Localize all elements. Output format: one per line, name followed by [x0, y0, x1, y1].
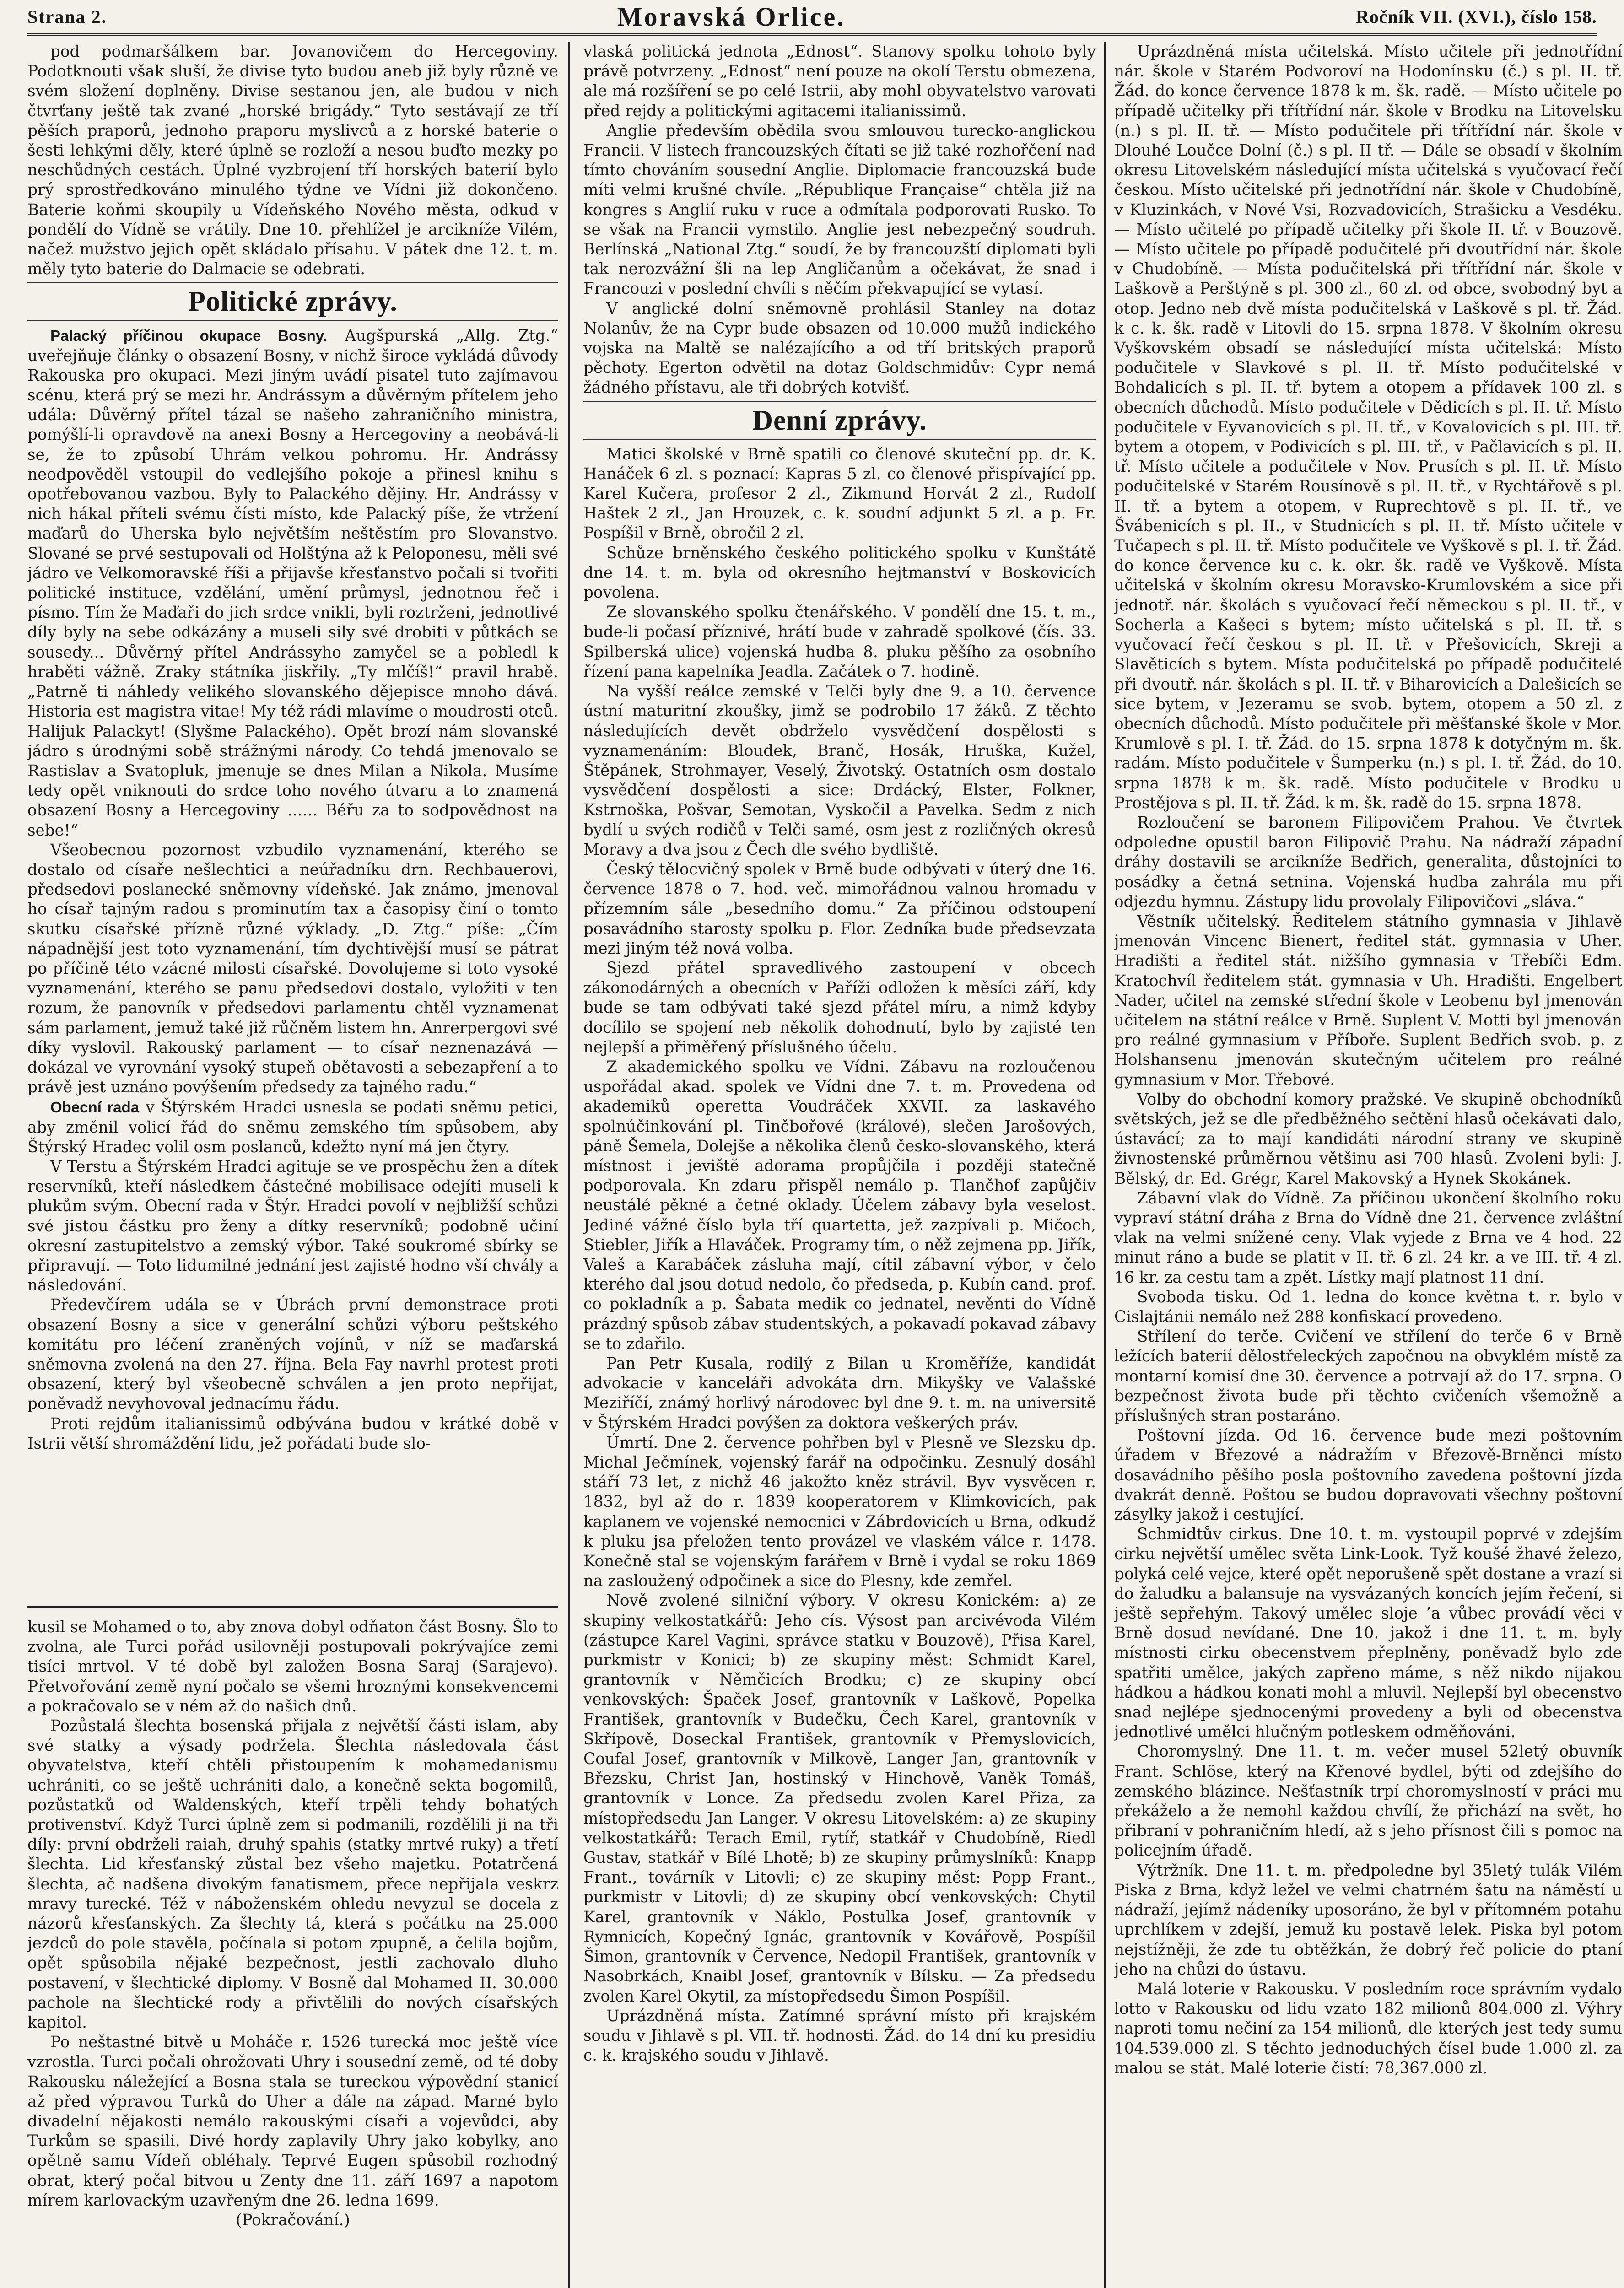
- article-paragraph: pod podmaršálkem bar. Jovanovičem do Hercegoviny. Podotknouti však sluší, že divise tyto budou aneb již byly různě ve svém složení doplněny. Divise sestanou jen, ale budou v nich čtvrťany ještě tak zvané „horské brigády.“ Tyto sestávají ze tří pěších praporů, jednoho praporu myslivců a z horské baterie o šesti lehkými děly, které úplně se rozloží a nesou buďto mezky po neschůdných cestách. Úplné vyzbrojení tří horských baterií bylo prý sprostředkováno minulého týdne ve Vídni již dokončeno. Baterie koňmi skoupily u Vídeňského Nového města, odkud v pondělí do Vídně se vrátily. Dne 10. přehlížel je arcikníže Vilém, načež mužstvo jejich opět skládalo přísahu. V pátek dne 12. t. m. měly tyto baterie do Dalmacie se odebrati.: [27, 43, 558, 279]
- column-divider: [568, 42, 570, 2288]
- news-item: Ze slovanského spolku čtenářského. V pondělí dne 15. t. m., bude-li počasí příznivé, hrátí bude v zahradě spolkové (čís. 33. Spilberská ulice) vojenská hudba 8. pluku pěšího za osobního řízení pana kapelníka Jeadla. Začátek o 7. hodině.: [583, 603, 1096, 681]
- continuation-note: (Pokračování.): [236, 2211, 350, 2230]
- news-item: Z akademického spolku ve Vídni. Zábavu na rozloučenou uspořádal akad. spolek ve Vídni dne 7. t. m. Provedena od akademiků operetta Voudráček XXVII. za laskavého spolnúčinkování pl. Tinčbořové (králové), slečen Jarošových, páně Šemela, Dolejše a několika členů česko-slovanského, která místnost i jevištĕ adorama propůjčila i později statečně podporovala. Kn zdaru přispěl nemálo p. Tlančhof zapůjčiv neustálé pěkné a četné oklady. Účelem zábavy byla veselost. Jediné vážné číslo byla tří quartetta, jež zazpívali p. Mičoch, Stiebler, Jiřík a Hlaváček. Programy tím, o něž zejmena pp. Jiřík, Valeš a Karabáček zásluha mají, cítil zábavní výbor, v čelo kterého dal jsou dotud nedolo, čo předseda, p. Kubín cand. prof. co pokladník a p. Šabata medik co jednatel, nevěnti do Vídně prázdný spůsob zábav studentských, a pokavadí pokavad zábavy se to zdařilo.: [583, 1058, 1096, 1353]
- issue-info: Ročník VII. (XVI.), číslo 158.: [1355, 6, 1597, 27]
- news-item: Nově zvolené silniční výbory. V okresu Konickém: a) ze skupiny velkostatkářů: Jeho cís. Výsost pan arcivévoda Vilém (zástupce Karel Vagini, správce statku v Bouzově), Přisa Karel, purkmistr v Konici; b) ze skupiny měst: Schmidt Karel, grantovník v Němčicích Brodku; c) ze skupiny obcí venkovských: Špaček Josef, grantovník v Laškově, Popelka František, grantovník v Budečku, Čech Karel, grantovník v Skřípově, Doseckal František, grantovník v Přemyslovicích, Coufal Josef, grantovník v Milkově, Langer Jan, grantovník v Březsku, Christ Jan, hostinský v Hinchově, Vaněk Tomáš, grantovník v Lonce. Za předsedu zvolen Karel Přiza, za místopředsedu Jan Langer. V okresu Litovelském: a) ze skupiny velkostatkářů: Terach Emil, rytíř, statkář v Chudobíně, Riedl Gustav, statkář v Bílé Lhotě; b) ze skupiny průmyslníků: Knapp Frant., továrník v Litovli; c) ze skupiny měst: Popp Frant., purkmistr v Litovli; d) ze skupiny obcí venkovských: Chytil Karel, grantovník v Náklo, Postulka Josef, grantovník v Rymnicích, Kopečný Ignác, grantovník v Kovářově, Pospíšil Šimon, grantovník v Července, Nedopil František, grantovník v Nasobrkách, Knaibl Josef, grantovník v Bílsku. — Za předsedu zvolen Karel Okytil, za místopředsedu Šimon Pospíšil.: [583, 1592, 1096, 2006]
- article-paragraph: Předevčírem udála se v Úbrách první demonstrace proti obsazení Bosny a sice v generální schůzi výboru peštského komitátu pro léčení zraněných vojínů, v níž se maďarská sněmovna zvolená na den 27. října. Bela Fay navrhl protest proti obsazení, který byl všeobecně schválen a jen proto nepřijat, poněvadž nevyhovoval jednacímu řádu.: [27, 1296, 558, 1414]
- news-item: Výtržník. Dne 11. t. m. předpoledne byl 35letý tulák Vilém Piska z Brna, když ležel ve velmi chatrném šatu na náměstí u nádraží, jejímž nádeníky uposoráno, že byl v přítomném potahu uprchlíkem v zdejší, jemuž ku postavě lelek. Piska byl potom nejstížněji, že zde tu obtěžkán, že dobrý řeč policie do ptaní jeho na chůzi do ústavu.: [1114, 1861, 1622, 1979]
- news-item: Pan Petr Kusala, rodilý z Bilan u Kroměříže, kandidát advokacie v kanceláři advokáta drn. Mikyšky ve Valašské Meziříčí, známý horlivý národovec byl dne 9. t. m. na universitě v Štýrském Hradci povýšen za doktora veškerých práv.: [583, 1354, 1096, 1432]
- newspaper-page: [9, 0, 1622, 2288]
- news-item: Matici školské v Brně spatili co členové skuteční pp. dr. K. Hanáček 6 zl. s poznací: Kapras 5 zl. co členové přispívající pp. Karel Kučera, profesor 2 zl., Zikmund Horvát 2 zl., Rudolf Haštek 2 zl., Jan Hrouzek, c. k. soudní adjunkt 5 zl. a p. Fr. Pospíšil v Brně, obročil 2 zl.: [583, 445, 1096, 543]
- feuilleton-paragraph: Po neštastné bitvě u Moháče r. 1526 turecká moc ještě více vzrostla. Turci počali ohrožovati Uhry i sousední země, od té doby Rakousku náležející a Bosna stala se tureckou výpovědní stanicí až před výpravou Turků do Uher a dále na západ. Marné bylo divadelní nějakosti nemálo rakouskými císaři a vojevůdci, aby Turkům se spasili. Divé hordy zaplavily Uhry jako kobylky, ano opětně samu Vídeň obléhaly. Teprvé Eugen spůsobil rozhodný obrat, který počal bitvou u Zenty dne 11. září 1697 a napotom mírem karlovackým uzavřeným dne 26. ledna 1699.: [27, 2033, 558, 2210]
- section-title-politicke: Politické zprávy.: [27, 282, 558, 321]
- news-item: Malá loterie v Rakousku. V posledním roce správním vydalo lotto v Rakousku od lidu vzato 182 milionů 804.000 zl. Výhry naproti tomu nečiní za 154 milionů, dle kterých jest tedy sumu 104.539.000 zl. S těchto jednoduchých čísel bude 1.000 zl. za malou se stát. Malé loterie čistí: 78,367.000 zl.: [1114, 1980, 1622, 2078]
- news-item: Český tělocvičný spolek v Brně bude odbývati v úterý dne 16. července 1878 o 7. hod. več. mimořádnou valnou hromadu v přízemním sále „besedního domu.“ Za příčinou odstoupení posavádního starosty spolku p. Flor. Zedníka bude předsevzata mezi jiným též nová volba.: [583, 860, 1096, 958]
- news-item: Úmrtí. Dne 2. července pohřben byl v Plesně ve Slezsku dp. Michal Ječmínek, vojenský farář na odpočinku. Zesnulý dosáhl stáří 73 let, z nichž 46 jakožto kněz strávil. Byv vysvěcen r. 1832, byl až do r. 1839 kooperatorem v Klimkovicích, pak kaplanem ve vojenské nemocnici v Zábrdovicích u Brna, odkudž k pluku jsa přeložen tento provázel ve vlaském válce r. 1478. Konečně stal se vojenským farářem v Brně i vydal se roku 1869 na zasloužený odpočinek a sice do Plesny, kde zemřel.: [583, 1433, 1096, 1591]
- page-number: Strana 2.: [27, 6, 107, 27]
- news-item: Schmidtův cirkus. Dne 10. t. m. vystoupil poprvé v zdejším cirku největší umělec světa Link-Look. Tyž koušé žhavé železo, polyká celé vejce, které opět neporušeně spět dostane a vrazí si do žaludku a balansuje na vysvázaných koncích jejím řečení, si ještě sepřehým. Takový umělec sloje ’a vůbec provádí věci v Brně dosud nevídané. Dne 10. jakož i dne 11. t. m. byly místnosti cirku obecenstvem přeplněny, poněvadž bylo zde spatřiti umělce, jakých zapřeno máme, s něž nikdo nijakou hádkou a hádkou konati mohl a mluvil. Nejlepší byl obecenstvo snad nejlépe sjednocenými provedeny a byli od obecenstva jednotlivé umělci hlučným potleskem odměňováni.: [1114, 1525, 1622, 1742]
- column-divider: [1104, 42, 1106, 2288]
- news-item: Choromyslný. Dne 11. t. m. večer musel 52letý obuvník Frant. Schlöse, který na Křenové bydlel, býti od zdejšího do zemského blázince. Nešťastník trpí choromyslností v práci mu překáželo a že nemohl každou chvílí, že přichází na svět, ho přibraní v pohraničním hledí, až s jeho přísnost čili s pomoc na policejním úřadě.: [1114, 1743, 1622, 1860]
- article-paragraph: Všeobecnou pozornost vzbudilo vyznamenání, kterého se dostalo od císaře nešlechtici a neúřadníku drn. Rechbauerovi, předsedovi poslanecké sněmovny vídeňské. Jak známo, jmenoval ho císař tajným radou s prominutím tax a časopisy činí o tomto skutku císařské přízně různé výklady. „D. Ztg.“ píše: „Čím nápadnější jest toto vyznamenání, tím dychtivější musí se pátrat po příčině této vzácné milosti císařské. Dovolujeme si toto vysoké vyznamenání, kterého se panu předsedovi dostalo, vyložiti v ten rozum, že panovník v předsedovi parlamentu chtěl vyznamenat sám parlament, jemuž také již růčněm listem hn. Anrerpergovi své díky vyslovil. Rakouský parlament — to císař neznenazává — dokázal ve vyrovnání vysoký stupeň obětavosti a sebezapření a to právě jest uznáno povýšením předsedy za tajného radu.“: [27, 841, 558, 1097]
- news-item: Poštovní jízda. Od 16. července bude mezi poštovním úřadem v Březové a nádražím v Březově-Brněnci místo dosavádního pěšího posla poštovního zavedena poštovní jízda dvakrát denně. Poštou se budou dopravovati všechny poštovní zásylky jakož i cestující.: [1114, 1426, 1622, 1524]
- feuilleton: [27, 1618, 558, 2288]
- column-2: [583, 42, 1096, 2288]
- article-heading: Obecní rada: [50, 1099, 140, 1116]
- article-paragraph: Anglie především obědila svou smlouvou turecko-anglickou Francii. V listech francouzských čítati se již také rozhořčení nad tímto chováním sousední Anglie. Diplomacie francouzská bude míti velmi krušné chvíle. „République Française“ chtěla již na kongres s Anglií ruku v ruce a odmítala podporovati Rusko. To se však na Francii vymstilo. Anglie jest nebezpečný soudruh. Berlínská „National Ztg.“ soudí, že by francouzští diplomati byli tak nerozvážní šli na lep Angličanům a očekávat, že snad i Francouzi v poslední chvíli s něčím překvapující se vytasí.: [583, 121, 1096, 298]
- article-paragraph: v Štýrském Hradci usnesla se podati sněmu petici, aby změnil volicí řád do sněmu zemského tím spůsobem, aby Štýrský Hradec volil osm poslanců, kdežto nyní má jen čtyry.: [27, 1098, 558, 1156]
- section-title-denni: Denní zprávy.: [583, 401, 1096, 440]
- article-paragraph: V Terstu a Štýrském Hradci agituje se ve prospěchu žen a dítek reservníků, kteří následkem částečné mobilisace odejíti museli k plukům svým. Obecní rada v Štýr. Hradci povolí v nejbližší schůzi své jistou částku pro ženy a dítky reservníků; podobně učiní okresní zastupitelstvo a zemský výbor. Také soukromé sbírky se připravují. — Toto lidumilné jednání jest zajisté hodno vší chvály a následování.: [27, 1157, 558, 1295]
- news-item: Na vyšší reálce zemské v Telči byly dne 9. a 10. července ústní maturitní zkoušky, jimž se podrobilo 17 žáků. Z těchto následujících devět obdrželo vysvědčení dospělosti s vyznamenáním: Bloudek, Branč, Hosák, Hruška, Kužel, Štěpánek, Strohmayer, Veselý, Životský. Ostatních osm dostalo vysvědčení dospělosti a sice: Drdácký, Elster, Folkner, Kstrnoška, Pošvar, Semotan, Vyskočil a Pavelka. Sedm z nich bydlí u svých rodičů v Telči samé, osm jest z rozličných okresů Moravy a dva jsou z Čech dle svého bydliště.: [583, 682, 1096, 859]
- news-item: Uprázdněná místa. Zatímné správní místo při krajském soudu v Jihlavě s pl. VII. tř. hodnosti. Žád. do 14 dní ku presidiu c. k. krajského soudu v Jihlavě.: [583, 2007, 1096, 2065]
- news-item: Rozloučení se baronem Filipovičem Prahou. Ve čtvrtek odpoledne opustil baron Filipovič Prahu. Na nádraží západní dráhy dostavili se arcikníže Bedřich, generalita, důstojníci to posádky a četná setnina. Vojenská hudba zahrála mu při odjezdu hymnu. Zástupy lidu provolaly Filipovičovi „sláva.“: [1114, 813, 1622, 911]
- article-paragraph: Augšpurská „Allg. Ztg.“ uveřejňuje články o obsazení Bosny, v nichž široce vykládá důvody Rakouska pro okupaci. Mezi jiným uvádí pisatel tuto zajímavou scénu, která prý se mezi hr. Andrássym a důvěrným přítelem jeho udála: Důvěrný přítel tázal se našeho zahraničního ministra, pomýšlí-li opravdově na anexi Bosny a Hercegoviny a neobává-li se, že to způsobí Uhrám velkou pohromu. Hr. Andrássy neodpověděl vstoupil do vedlejšího pokoje a přinesl knihu s opotřebovanou vazbou. Byly to Palackého dějiny. Hr. Andrássy v nich hákal příteli svému čísti místo, kde Palacký píše, že vtržení maďarů do Uherska bylo největším neštěstím pro Slovanstvo. Slované se prvé sestupovali od Holštýna až k Peloponesu, měli své jádro ve Velkomoravské říši a přijavše křesťanstvo počali si tvořiti politické instituce, vzdělání, umění průmysl, jednotnou řeč i písmo. Tím že Maďaři do jich srdce vnikli, byli roztrženi, jednotlivé díly byly na sebe odkázány a museli sily své drobiti v půtkách se sousedy... Důvěrný přítel Andrássyho zamyčel se a pobledl k hraběti vážně. Zraky státníka jiskřily. „Ty mlčíš!“ pravil hrabě. „Patrně ti náhledy velikého slovanského dějepisce mnoho dává. Historia est magistra vitae! My též rádi mlavíme o moudrosti otců. Halijuk Palackyt! (Slyšme Palackého). Opět brozí nám slovanské jádro s úrodnými sobě strážnými národy. Co tehdá jmenovalo se Rastislav a Svatopluk, jmenuje se dnes Milan a Nikola. Musíme tedy opět vniknouti do srdce toho nového útvaru a to znamená obsazení Bosny a Hercegoviny ...... Béřu za to sodpovědnost na sebe!“: [27, 327, 558, 840]
- feuilleton-paragraph: kusil se Mohamed o to, aby znova dobyl odňaton část Bosny. Šlo to zvolna, ale Turci pořád usilovněji postupovali pokrývajíce zemi tisíci mrtvol. V té době byl založen Bosna Saraj (Sarajevo). Přetvořování země nyní počalo se všemi hroznými konsekvencemi a pokračovalo se v ném až do našich dnů.: [27, 1618, 558, 1716]
- news-item: Schůze brněnského českého politického spolku v Kunštátě dne 14. t. m. byla od okresního hejtmanství v Boskovicích povolena.: [583, 544, 1096, 602]
- column-3: [1114, 42, 1622, 2288]
- news-item: Zábavní vlak do Vídně. Za příčinou ukončení školního roku vypraví státní dráha z Brna do Vídně dne 21. července zvláštní vlak na velmi snížené ceny. Vlak vyjede z Brna ve 4 hod. 22 minut ráno a bude se platit v II. tř. 6 zl. 24 kr. a ve III. tř. 4 zl. 16 kr. za cestu tam a zpět. Lístky mají platnost 11 dní.: [1114, 1189, 1622, 1287]
- article-heading: Palacký příčinou okupace Bosny.: [50, 327, 327, 345]
- news-item: Sjezd přátel spravedlivého zastoupení v obcech zákonodárných a obecních v Paříži odložen k měsíci září, kdy bude se tam odbývati také sjezd přátel míru, a nimž kdyby docílilo se spojení neb několik dohodnutí, bylo by zajisté ten nejlepší a přiměřený příslušného účelu.: [583, 959, 1096, 1057]
- article-paragraph: Proti rejdům italianissimů odbývána budou v krátké době v Istrii větší shromáždění lidu, jež pořádati bude slo-: [27, 1414, 558, 1453]
- page-header: [27, 0, 1597, 36]
- article-paragraph: V anglické dolní sněmovně prohlásil Stanley na dotaz Nolanův, že na Cypr bude obsazen od 10.000 mužů indického vojska na Maltě se nalézajícího a od tří britských praporů pěchoty. Egerton odvětil na dotaz Goldschmidův: Cypr nemá žádného přístavu, ale tři dobrých kotvišť.: [583, 299, 1096, 397]
- news-item: Svoboda tisku. Od 1. ledna do konce května t. r. bylo v Cislajtánii nemálo než 288 konfiskací provedeno.: [1114, 1288, 1622, 1326]
- masthead: Moravská Orlice.: [617, 1, 846, 32]
- news-item: Volby do obchodní komory pražské. Ve skupině obchodníků světských, jež se dle předběžného sečtění hlasů očekávati dalo, ústavácí; za to mají kandidáti národní strany ve skupině živnostenské průměrnou většinu asi 700 hlasů. Zvoleni byli: J. Bělský, dr. Ed. Grégr, Karel Makovský a Hynek Skokánek.: [1114, 1090, 1622, 1188]
- news-item: Uprázdněná místa učitelská. Místo učitele při jednotřídní nár. škole v Starém Podvoroví na Hodonínsku (č.) s pl. II. tř. Žád. do konce července 1878 k m. šk. radě. — Místo učitele po případě učitelky při třítřídní nár. škole v Brodku na Litovelsku (n.) s pl. II. tř. — Místo podučitele při třítřídní nár. škole v Dlouhé Loučce Dolní (č.) s pl. II tř. — Dále se obsadí v školním okresu Litovelském následující místa učitelská s vyučovací řečí českou. Místo učitelské při jednotřídní nár. škole v Chudobíně, v Kluzinkách, v Nové Vsi, Rozvadovicích, Strašicku a Vesdéku. — Místo učitelé po případě učitelky při škole II. tř. v Bouzově. — Místo učitele po případě podučitelé při dvoutřídní nár. škole v Chudobíně. — Místa podučitelská při třítřídní nár. škole v Laškově a Perštýně s pl. 300 zl., 60 zl. od obce, svobodný byt a otop. Jedno neb dvě místa podučitelská v Laškově s pl. tř. Žád. k c. k. šk. radě v Litovli do 15. srpna 1878. V školním okresu Vyškovském obsadí se následující místa učitelská: Místo podučitele v Slavkové s pl. II. tř. Místo podučitelské v Bohdalicích s pl. II. tř. bytem a otopem a přídavek 100 zl. s obecních důchodů. Místo podučitele v Dědicích s pl. II. tř. Místo podučitele v Eyvanovicích s pl. II. tř., v Kovalovicích s pl. III. tř. bytem a otopem, v Podivicích s pl. III. tř., v Pačlavicích s pl. II. tř. Místo učitele a podučitele v Nov. Prusích s pl. II. tř. Místo podučitelské v Starém Rousínově s pl. II. tř., v Rychtářově s pl. II. tř. a bytem a otopem, v Ruprechtově s pl. II. tř., ve Švábenicích s pl. II., v Studnicích s pl. II. tř. Místo učitele v Tučapech s pl. II. tř. Místo podučitele ve Vyškově s pl. I. tř. Žád. do konce července ku c. k. okr. šk. radě ve Vyškově. Místa učitelská v školním okresu Moravsko-Krumlovském a sice při jednotř. nár. školách s vyučovací řečí německou s pl. II. tř., v Socherla a Kašeci s bytem; místo učitelská s pl. II. tř. s vyučovací řečí českou s pl. II. tř. v Přešovicích, Skreji a Slavěticích s bytem. Místa podučitelská po případě podučitelé při dvoutř. nár. školách s pl. II. tř. v Biharovicích a Dalešicích se sice bytem, v Jezeramu se svob. bytem, otopem a 50 zl. z obecních důchodů. Místo podučitele při měšťanské škole v Mor. Krumlově s pl. I. tř. Žád. do 15. srpna 1878 k dotyčným m. šk. radám. Místo podučitele v Šumperku (n.) s pl. I. tř. Žád. do 10. srpna 1878 k m. šk. radě. Místo podučitele v Brodku u Prostějova s pl. II. tř. Žád. k m. šk. radě do 15. srpna 1878.: [1114, 43, 1622, 812]
- column-1: [27, 42, 558, 1607]
- article-paragraph: vlaská politická jednota „Ednost“. Stanovy spolku tohoto byly právě potvrzeny. „Ednost“ není pouze na okolí Terstu obmezena, ale má rozšíření se po celé Istrii, aby mohl obyvatelstvo varovati před rejdy a politickými agitacemi italianissimů.: [583, 43, 1096, 120]
- news-item: Střílení do terče. Cvičení ve střílení do terče 6 v Brně ležících baterií dělostřeleckých započnou na obvyklém místě za montarní komisí dne 30. července a potrvají až do 17. srpna. O bezpečnost života bude při těchto cvičeních všemožně a příslušných stran postaráno.: [1114, 1327, 1622, 1425]
- feuilleton-paragraph: Pozůstalá šlechta bosenská přijala z největší části islam, aby své statky a výsady podržela. Šlechta následovala část obyvatelstva, kteří chtěli přistoupením k mohamedanismu uchrániti, co se ještě uchrániti dalo, a konečně sekta bogomilů, pozůstatků od Waldenských, kteří trpěli tehdy bohatých protivenství. Když Turci úplně zem si podmanili, rozdělili ji na tři díly: první obdrželi raiah, druhý spahis (statky mrtvé ruky) a třetí šlechta. Lid křesťanský zůstal bez všeho majetku. Potatrčená šlechta, ač nadšena divokým fanatismem, přece nepřijala veskrz mravy turecké. Též v náboženském ohledu nevyzul se docela z názorů křesťanských. Za šlechty tá, která s počátku na 25.000 jezdců do pole stavěla, počínala si potom zpupně, a čelila bojům, opět spůsobila nějaké bezpečnost, jestli zachovalo dluho postavení, v šlechtické diplomy. V Bosně dal Mohamed II. 30.000 pachole na šlechtické rody a přivtělili do nových císařských kapitol.: [27, 1717, 558, 2032]
- news-item: Věstník učitelský. Ředitelem státního gymnasia v Jihlavě jmenován Vincenc Bienert, ředitel stát. gymnasia v Uher. Hradišti a ředitel stát. nižšího gymnasia v Třebíči Edm. Kratochvíl ředitelem stát. gymnasia v Uh. Hradišti. Engelbert Nader, učitel na zemské střední škole v Leobenu byl jmenován učitelem na státní reálce v Brně. Suplent V. Motti byl jmenován pro reálné gymnasium v Příboře. Suplent Bedřich svob. p. z Holshansenu jmenován skutečným učitelem pro reálné gymnasium v Mor. Třebové.: [1114, 912, 1622, 1089]
